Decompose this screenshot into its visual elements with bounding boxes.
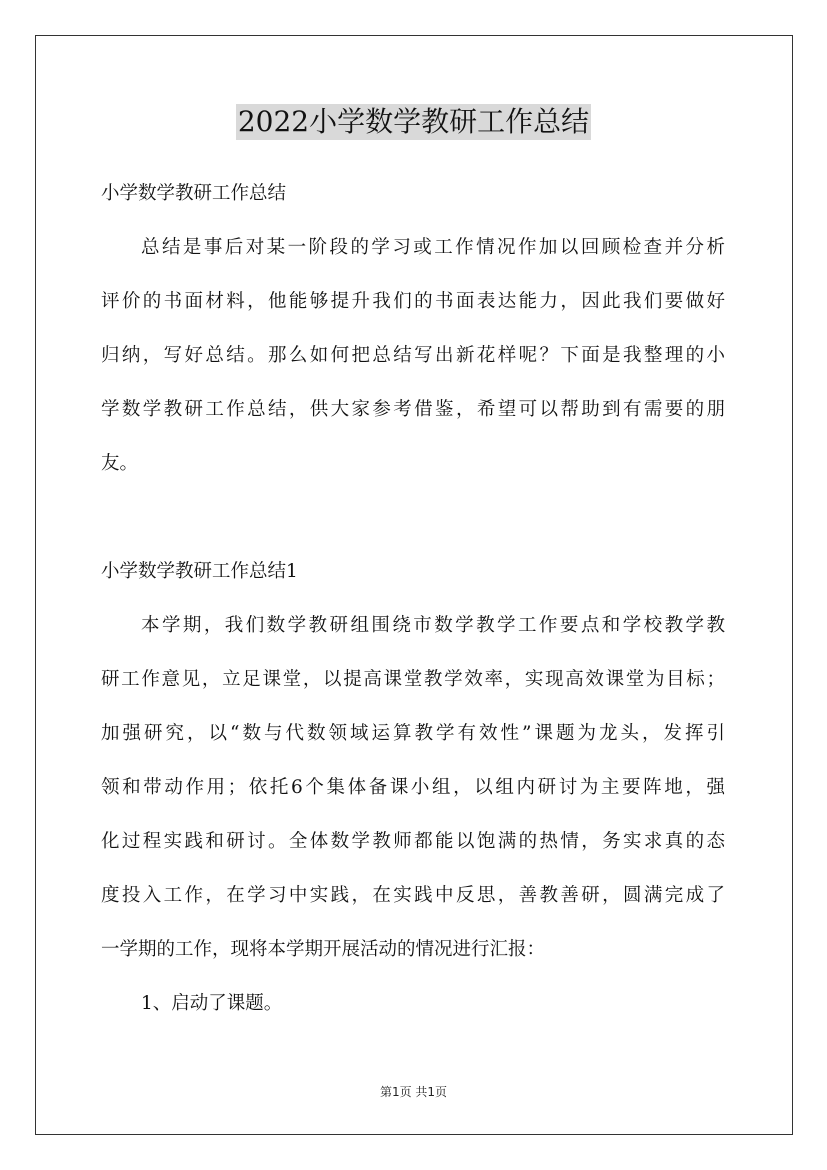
intro-line-4: 学数学教研工作总结，供大家参考借鉴，希望可以帮助到有需要的朋: [101, 399, 725, 420]
document-title: 2022小学数学教研工作总结: [237, 105, 590, 138]
intro-line-3: 归纳，写好总结。那么如何把总结写出新花样呢？下面是我整理的小: [101, 345, 725, 366]
section1-line-3: 加强研究，以“数与代数领域运算教学有效性”课题为龙头，发挥引: [101, 723, 725, 744]
document-subtitle: 小学数学教研工作总结: [101, 183, 287, 204]
section1-line-6: 度投入工作，在学习中实践，在实践中反思，善教善研，圆满完成了: [101, 885, 725, 906]
section1-line-2: 研工作意见，立足课堂，以提高课堂教学效率，实现高效课堂为目标；: [101, 669, 725, 690]
list-item-1: 1、启动了课题。: [141, 993, 283, 1014]
title-container: [0, 104, 827, 140]
section1-line-7: 一学期的工作，现将本学期开展活动的情况进行汇报：: [101, 939, 546, 960]
intro-line-2: 评价的书面材料，他能够提升我们的书面表达能力，因此我们要做好: [101, 291, 725, 312]
page-footer: 第1页 共1页: [379, 1085, 448, 1099]
section1-line-4: 领和带动作用；依托6个集体备课小组，以组内研讨为主要阵地，强: [101, 777, 725, 798]
section1-line-5: 化过程实践和研讨。全体数学教师都能以饱满的热情，务实求真的态: [101, 831, 725, 852]
section1-heading: 小学数学教研工作总结1: [101, 561, 298, 582]
intro-line-5: 友。: [101, 453, 139, 474]
intro-line-1: 总结是事后对某一阶段的学习或工作情况作加以回顾检查并分析: [141, 237, 725, 258]
section1-line-1: 本学期，我们数学教研组围绕市数学教学工作要点和学校教学教: [141, 615, 725, 636]
